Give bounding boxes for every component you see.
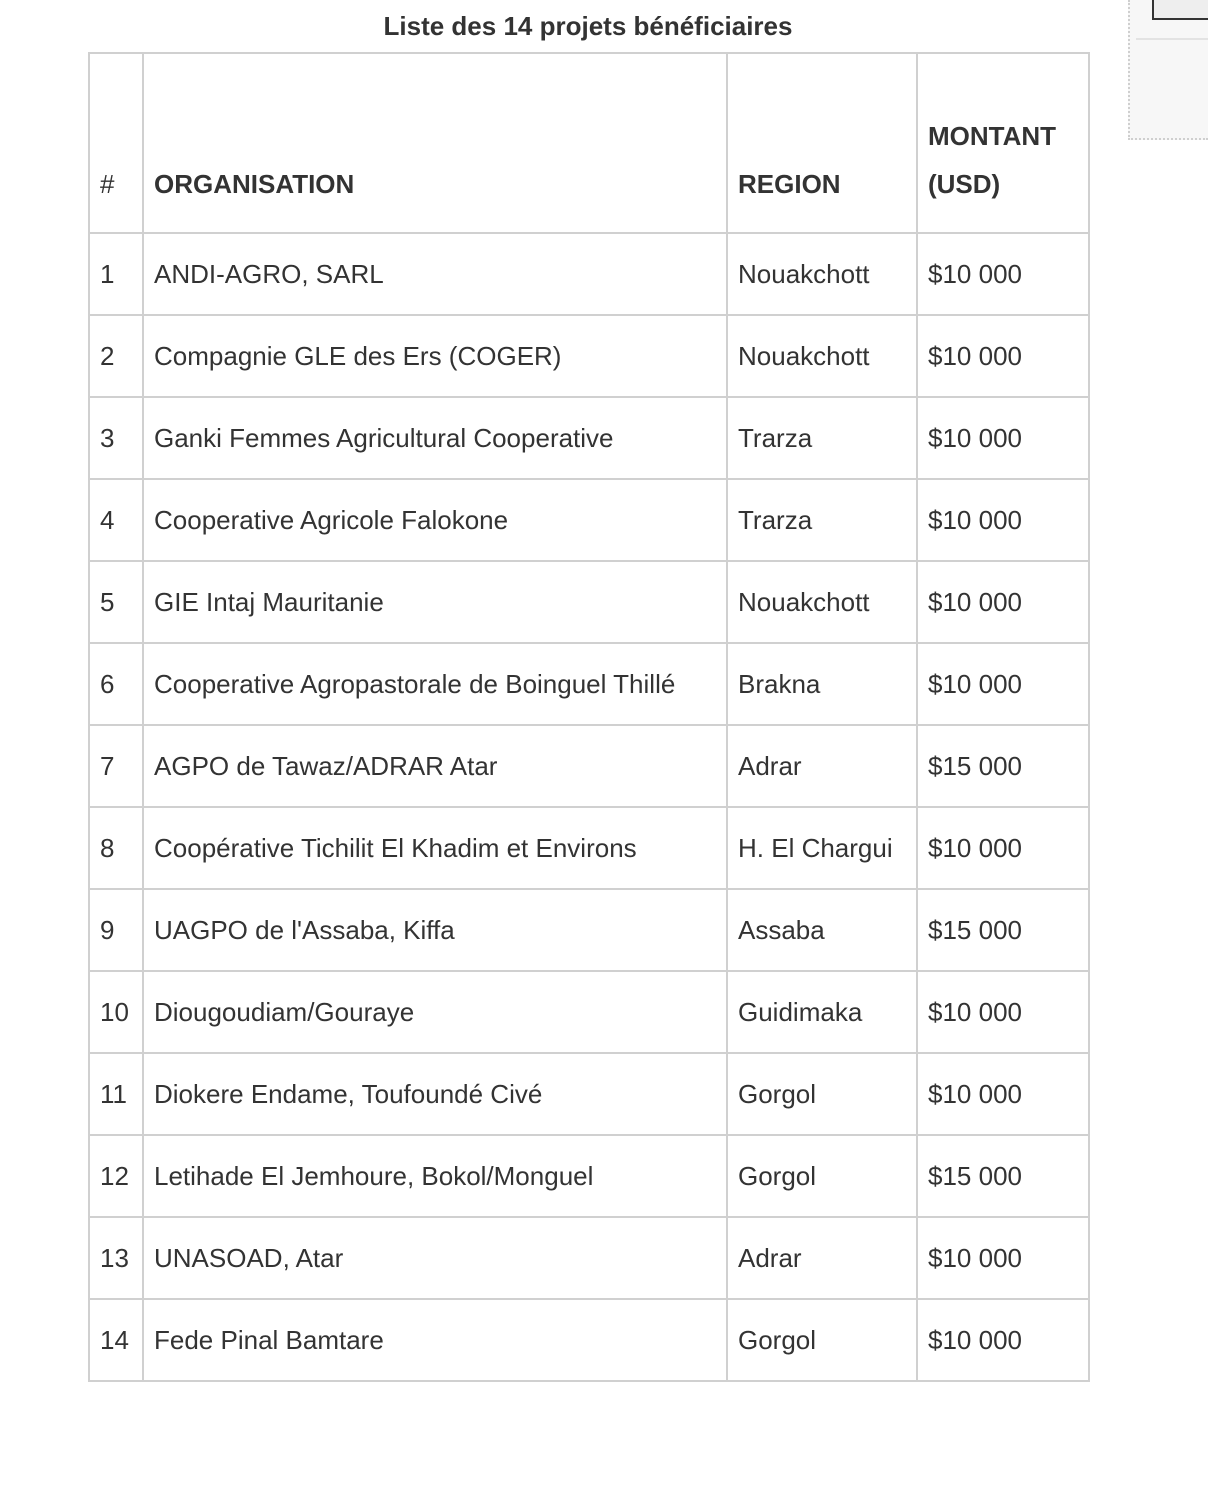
- sidebar-widget-fragment: [1128, 0, 1208, 140]
- row-amount: $10 000: [917, 479, 1089, 561]
- table-row: [89, 233, 1089, 315]
- row-region: Assaba: [727, 889, 917, 971]
- header-organisation: ORGANISATION: [143, 53, 727, 233]
- row-number: 3: [89, 397, 143, 479]
- row-region: H. El Chargui: [727, 807, 917, 889]
- row-amount: $10 000: [917, 971, 1089, 1053]
- row-organisation: Letihade El Jemhoure, Bokol/Monguel: [143, 1135, 727, 1217]
- row-number: 9: [89, 889, 143, 971]
- row-amount: $10 000: [917, 233, 1089, 315]
- row-organisation: AGPO de Tawaz/ADRAR Atar: [143, 725, 727, 807]
- row-organisation: Ganki Femmes Agricultural Cooperative: [143, 397, 727, 479]
- row-region: Gorgol: [727, 1053, 917, 1135]
- row-region: Nouakchott: [727, 233, 917, 315]
- row-region: Gorgol: [727, 1135, 917, 1217]
- row-region: Adrar: [727, 725, 917, 807]
- row-amount: $10 000: [917, 1053, 1089, 1135]
- row-number: 1: [89, 233, 143, 315]
- row-organisation: Cooperative Agropastorale de Boinguel Thillé: [143, 643, 727, 725]
- row-region: Guidimaka: [727, 971, 917, 1053]
- row-region: Trarza: [727, 479, 917, 561]
- row-amount: $10 000: [917, 315, 1089, 397]
- row-region: Nouakchott: [727, 561, 917, 643]
- table-row: [89, 807, 1089, 889]
- row-amount: $10 000: [917, 561, 1089, 643]
- table-row: [89, 397, 1089, 479]
- row-organisation: Cooperative Agricole Falokone: [143, 479, 727, 561]
- row-number: 11: [89, 1053, 143, 1135]
- row-amount: $15 000: [917, 1135, 1089, 1217]
- row-amount: $15 000: [917, 725, 1089, 807]
- header-amount-line2: (USD): [928, 169, 1001, 199]
- row-amount: $10 000: [917, 397, 1089, 479]
- beneficiaries-table: [88, 52, 1090, 1382]
- row-number: 6: [89, 643, 143, 725]
- row-region: Adrar: [727, 1217, 917, 1299]
- table-row: [89, 561, 1089, 643]
- row-number: 12: [89, 1135, 143, 1217]
- table-caption: Liste des 14 projets bénéficiaires: [383, 11, 793, 41]
- table-row: [89, 315, 1089, 397]
- header-region: REGION: [727, 53, 917, 233]
- row-organisation: Coopérative Tichilit El Khadim et Environs: [143, 807, 727, 889]
- row-organisation: UNASOAD, Atar: [143, 1217, 727, 1299]
- row-amount: $10 000: [917, 1299, 1089, 1381]
- table-row: [89, 971, 1089, 1053]
- sidebar-widget-box: [1152, 0, 1208, 20]
- table-row: [89, 479, 1089, 561]
- row-organisation: Fede Pinal Bamtare: [143, 1299, 727, 1381]
- row-number: 8: [89, 807, 143, 889]
- table-row: [89, 1299, 1089, 1381]
- header-amount-line1: MONTANT: [928, 121, 1057, 151]
- row-amount: $10 000: [917, 1217, 1089, 1299]
- table-row: [89, 1053, 1089, 1135]
- row-region: Trarza: [727, 397, 917, 479]
- row-number: 4: [89, 479, 143, 561]
- table-row: [89, 889, 1089, 971]
- row-number: 10: [89, 971, 143, 1053]
- row-number: 2: [89, 315, 143, 397]
- row-organisation: UAGPO de l'Assaba, Kiffa: [143, 889, 727, 971]
- header-number: #: [89, 53, 143, 233]
- row-organisation: ANDI-AGRO, SARL: [143, 233, 727, 315]
- row-organisation: GIE Intaj Mauritanie: [143, 561, 727, 643]
- table-row: [89, 725, 1089, 807]
- row-number: 7: [89, 725, 143, 807]
- row-amount: $10 000: [917, 807, 1089, 889]
- row-region: Brakna: [727, 643, 917, 725]
- table-body: [89, 233, 1089, 1381]
- row-number: 5: [89, 561, 143, 643]
- row-organisation: Compagnie GLE des Ers (COGER): [143, 315, 727, 397]
- row-number: 14: [89, 1299, 143, 1381]
- table-header-row: [89, 53, 1089, 233]
- sidebar-divider: [1136, 38, 1208, 40]
- row-amount: $15 000: [917, 889, 1089, 971]
- table-row: [89, 1135, 1089, 1217]
- table-row: [89, 1217, 1089, 1299]
- row-region: Nouakchott: [727, 315, 917, 397]
- row-amount: $10 000: [917, 643, 1089, 725]
- table-row: [89, 643, 1089, 725]
- row-region: Gorgol: [727, 1299, 917, 1381]
- row-number: 13: [89, 1217, 143, 1299]
- row-organisation: Diokere Endame, Toufoundé Civé: [143, 1053, 727, 1135]
- header-amount: [917, 53, 1089, 233]
- row-organisation: Diougoudiam/Gouraye: [143, 971, 727, 1053]
